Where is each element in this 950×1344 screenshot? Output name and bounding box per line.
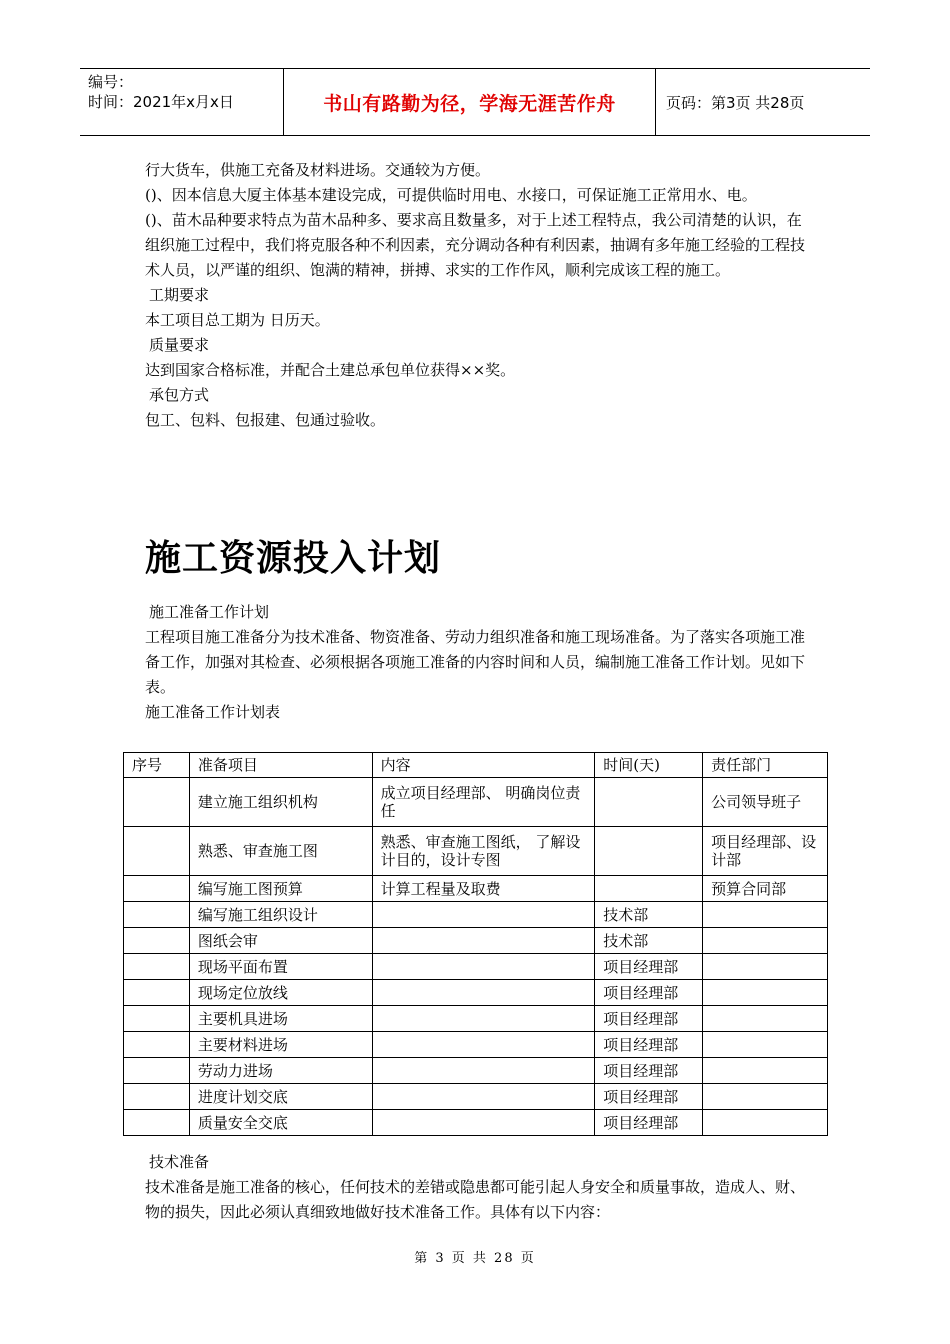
table-row [124,902,828,928]
table-row [124,1032,828,1058]
table-header-cell: 准备项目 [189,753,372,778]
table-cell [124,980,190,1006]
table-cell: 熟悉、审查施工图纸， 了解设计目的，设计专图 [372,827,595,876]
table-cell [595,778,703,827]
intro-paragraph: ()、苗木品种要求特点为苗木品种多、要求高且数量多，对于上述工程特点，我公司清楚的认识，在组织施工过程中，我们将克服各种不利因素，充分调动各种有利因素，抽调有多年施工经验的工程技术人员，以严谨的组织、饱满的精神，拼搏、求实的工作作风，顺利完成该工程的施工。 [145,211,806,279]
prep-plan-table [123,752,828,1136]
table-cell: 现场平面布置 [189,954,372,980]
table-row [124,778,828,827]
table-cell [372,1084,595,1110]
table-cell [703,1084,828,1110]
requirement-text: 本工项目总工期为 日历天。 [145,311,330,329]
table-row [124,954,828,980]
table-row [124,876,828,902]
table-row [124,980,828,1006]
table-cell: 主要材料进场 [189,1032,372,1058]
table-cell: 技术部 [595,902,703,928]
table-header-cell: 责任部门 [703,753,828,778]
table-cell [703,928,828,954]
header-motto: 书山有路勤为径，学海无涯苦作舟 [283,69,656,135]
table-cell: 成立项目经理部、 明确岗位责任 [372,778,595,827]
table-cell [124,1110,190,1136]
requirement-heading: 质量要求 [149,336,210,354]
intro-paragraph: 行大货车，供施工充备及材料进场。交通较为方便。 [145,161,491,179]
table-cell: 质量安全交底 [189,1110,372,1136]
table-cell: 项目经理部 [595,1084,703,1110]
prep-section [145,600,815,725]
requirement-heading: 承包方式 [149,386,210,404]
page-footer: 第 3 页 共 28 页 [414,1251,536,1266]
table-row [124,928,828,954]
table-cell [703,902,828,928]
section-title: 施工资源投入计划 [145,538,442,579]
table-cell [372,1058,595,1084]
table-cell [703,980,828,1006]
table-cell: 项目经理部 [595,1058,703,1084]
table-cell: 项目经理部、设计部 [703,827,828,876]
header-meta [80,69,283,135]
table-cell [703,954,828,980]
intro-text [145,158,810,433]
table-cell: 图纸会审 [189,928,372,954]
intro-paragraph: ()、因本信息大厦主体基本建设完成，可提供临时用电、水接口，可保证施工正常用水、电。 [145,186,757,204]
table-cell: 技术部 [595,928,703,954]
table-cell [595,876,703,902]
table-cell [703,1032,828,1058]
table-row [124,1084,828,1110]
table-cell: 劳动力进场 [189,1058,372,1084]
requirement-text: 达到国家合格标准，并配合土建总承包单位获得××奖。 [145,361,516,379]
table-cell: 项目经理部 [595,954,703,980]
tech-heading: 技术准备 [149,1153,210,1171]
table-cell [124,1032,190,1058]
table-cell [703,1006,828,1032]
table-cell [124,1006,190,1032]
table-cell [124,827,190,876]
table-cell: 计算工程量及取费 [372,876,595,902]
table-row [124,1058,828,1084]
table-cell: 现场定位放线 [189,980,372,1006]
table-cell [372,980,595,1006]
table-cell: 编写施工图预算 [189,876,372,902]
requirement-heading: 工期要求 [149,286,210,304]
table-cell: 建立施工组织机构 [189,778,372,827]
prep-text: 工程项目施工准备分为技术准备、物资准备、劳动力组织准备和施工现场准备。为了落实各项施工准备工作，加强对其检查、必须根据各项施工准备的内容时间和人员，编制施工准备工作计划。见如下表。 [145,628,806,696]
table-cell [124,928,190,954]
table-header-cell: 序号 [124,753,190,778]
table-cell [372,954,595,980]
table-cell [595,827,703,876]
prep-heading: 施工准备工作计划 [149,603,270,621]
table-cell: 项目经理部 [595,1110,703,1136]
table-header-row [124,753,828,778]
table-cell [124,778,190,827]
table-header-cell: 内容 [372,753,595,778]
table-header-cell: 时间(天) [595,753,703,778]
table-cell: 熟悉、审查施工图 [189,827,372,876]
table-cell [703,1110,828,1136]
table-cell: 主要机具进场 [189,1006,372,1032]
number-label: 编号： [88,73,134,91]
table-cell [124,954,190,980]
table-cell [124,1084,190,1110]
table-cell: 项目经理部 [595,980,703,1006]
date-label: 时间：2021年x月x日 [88,93,234,111]
table-cell [372,1110,595,1136]
table-cell: 项目经理部 [595,1006,703,1032]
table-cell: 预算合同部 [703,876,828,902]
table-cell [124,876,190,902]
table-row [124,827,828,876]
header-page-label: 页码：第3页 共28页 [666,93,805,112]
page-header [80,68,870,136]
table-cell: 公司领导班子 [703,778,828,827]
table-cell: 进度计划交底 [189,1084,372,1110]
table-row [124,1110,828,1136]
requirement-text: 包工、包料、包报建、包通过验收。 [145,411,386,429]
tech-section [145,1150,815,1225]
table-cell: 项目经理部 [595,1032,703,1058]
table-cell [124,902,190,928]
table-cell [372,1032,595,1058]
table-cell [372,928,595,954]
table-row [124,1006,828,1032]
table-cell: 编写施工组织设计 [189,902,372,928]
table-cell [703,1058,828,1084]
table-cell [124,1058,190,1084]
table-title: 施工准备工作计划表 [145,703,281,721]
tech-text: 技术准备是施工准备的核心，任何技术的差错或隐患都可能引起人身安全和质量事故，造成人、财、物的损失，因此必须认真细致地做好技术准备工作。具体有以下内容： [145,1178,806,1221]
table-cell [372,1006,595,1032]
table-cell [372,902,595,928]
